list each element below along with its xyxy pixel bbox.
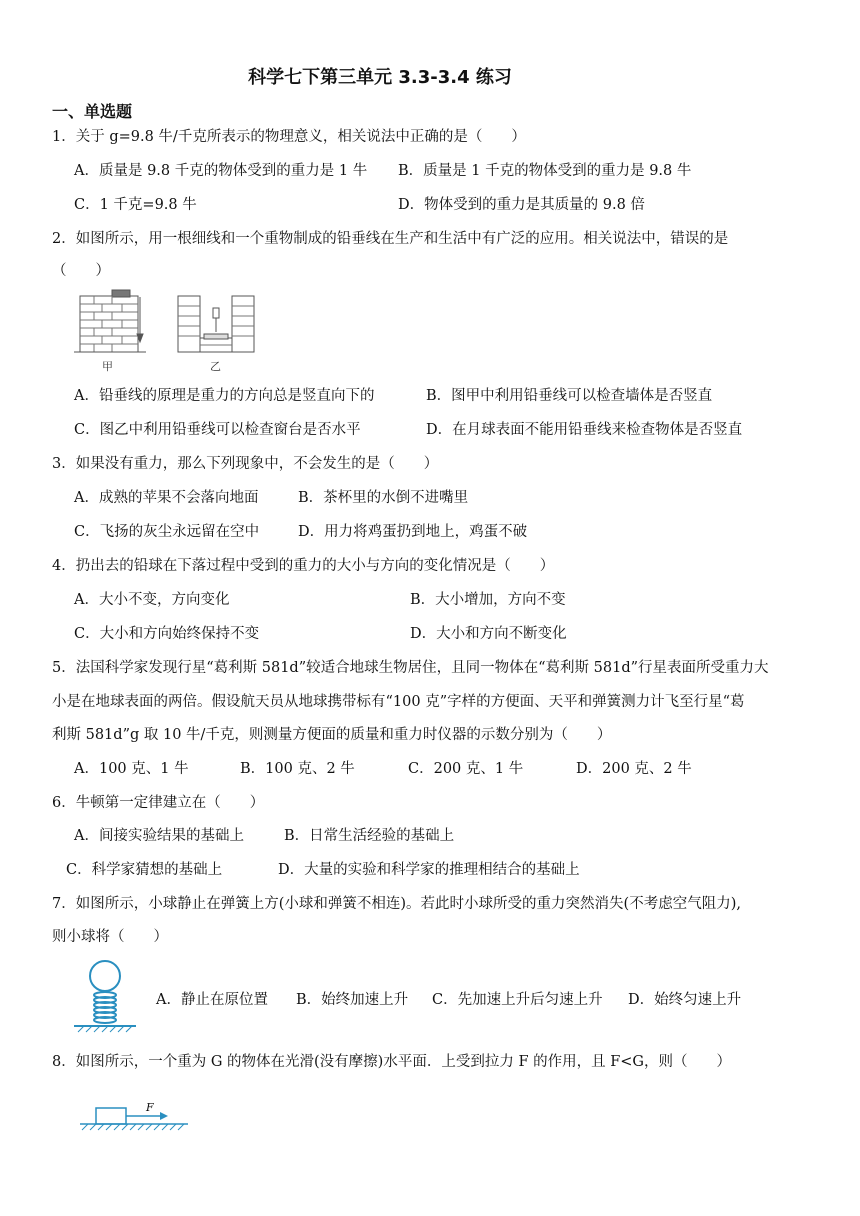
question-1-option-b[interactable]: B．质量是 1 千克的物体受到的重力是 9.8 牛: [398, 163, 692, 179]
question-5-option-c[interactable]: C．200 克、1 牛: [408, 761, 524, 777]
question-5-option-d[interactable]: D．200 克、2 牛: [576, 761, 692, 777]
question-7-stem: 7．如图所示，小球静止在弹簧上方(小球和弹簧不相连)。若此时小球所受的重力突然消失(不考虑空气阻力),: [52, 896, 741, 912]
section-heading: 一、单选题: [52, 102, 133, 121]
question-5-option-b[interactable]: B．100 克、2 牛: [240, 761, 355, 777]
question-3-stem: 3．如果没有重力，那么下列现象中，不会发生的是（ ）: [52, 456, 439, 472]
question-5-stem: 5．法国科学家发现行星“葛利斯 581d”较适合地球生物居住，且同一物体在“葛利斯 581d”行星表面所受重力大: [52, 660, 769, 676]
question-4-option-b[interactable]: B．大小增加，方向不变: [410, 592, 566, 608]
question-7-option-d[interactable]: D．始终匀速上升: [628, 992, 742, 1008]
question-7-option-a[interactable]: A．静止在原位置: [156, 992, 268, 1008]
question-1-stem: 1．关于 g=9.8 牛/千克所表示的物理意义，相关说法中正确的是（ ）: [52, 129, 526, 145]
question-2-option-c[interactable]: C．图乙中利用铅垂线可以检查窗台是否水平: [74, 422, 361, 438]
question-2-option-a[interactable]: A．铅垂线的原理是重力的方向总是竖直向下的: [74, 388, 375, 404]
question-4-option-d[interactable]: D．大小和方向不断变化: [410, 626, 567, 642]
question-2-stem-cont: （ ）: [52, 263, 110, 279]
question-7-stem-cont: 则小球将（ ）: [52, 929, 168, 945]
question-5-option-a[interactable]: A．100 克、1 牛: [74, 761, 189, 777]
question-8-stem: 8．如图所示，一个重为 G 的物体在光滑(没有摩擦)水平面．上受到拉力 F 的作用，且 F<G，则（ ）: [52, 1054, 732, 1070]
page-title: 科学七下第三单元 3.3-3.4 练习: [248, 67, 512, 88]
question-4-stem: 4．扔出去的铅球在下落过程中受到的重力的大小与方向的变化情况是（ ）: [52, 558, 555, 574]
question-3-option-a[interactable]: A．成熟的苹果不会落向地面: [74, 490, 259, 506]
question-5-stem-cont-2: 利斯 581d”g 取 10 牛/千克，则测量方便面的质量和重力时仪器的示数分别为（ ）: [52, 727, 612, 743]
question-2-option-d[interactable]: D．在月球表面不能用铅垂线来检查物体是否竖直: [426, 422, 743, 438]
figure-label-jia: 甲: [102, 360, 113, 373]
question-1-option-a[interactable]: A．质量是 9.8 千克的物体受到的重力是 1 牛: [74, 163, 368, 179]
question-6-option-b[interactable]: B．日常生活经验的基础上: [284, 828, 455, 844]
spring-ball-figure: [72, 958, 138, 1034]
figure-label-yi: 乙: [210, 360, 221, 373]
question-3-option-d[interactable]: D．用力将鸡蛋扔到地上，鸡蛋不破: [298, 524, 528, 540]
block-force-figure: [76, 1096, 192, 1136]
question-5-stem-cont-1: 小是在地球表面的两倍。假设航天员从地球携带标有“100 克”字样的方便面、天平和弹簧测力计飞至行星“葛: [52, 694, 745, 710]
question-6-option-c[interactable]: C．科学家猜想的基础上: [66, 862, 223, 878]
question-3-option-b[interactable]: B．茶杯里的水倒不进嘴里: [298, 490, 469, 506]
question-6-stem: 6．牛顿第一定律建立在（ ）: [52, 795, 265, 811]
question-1-option-d[interactable]: D．物体受到的重力是其质量的 9.8 倍: [398, 197, 645, 213]
question-4-option-c[interactable]: C．大小和方向始终保持不变: [74, 626, 260, 642]
plumb-line-figure: [72, 288, 262, 374]
question-7-option-b[interactable]: B．始终加速上升: [296, 992, 409, 1008]
question-6-option-a[interactable]: A．间接实验结果的基础上: [74, 828, 244, 844]
question-4-option-a[interactable]: A．大小不变，方向变化: [74, 592, 230, 608]
force-label-f: F: [146, 1101, 154, 1114]
question-2-option-b[interactable]: B．图甲中利用铅垂线可以检查墙体是否竖直: [426, 388, 713, 404]
question-2-stem: 2．如图所示，用一根细线和一个重物制成的铅垂线在生产和生活中有广泛的应用。相关说法中，错误的是: [52, 231, 729, 247]
question-7-option-c[interactable]: C．先加速上升后匀速上升: [432, 992, 603, 1008]
question-6-option-d[interactable]: D．大量的实验和科学家的推理相结合的基础上: [278, 862, 580, 878]
question-3-option-c[interactable]: C．飞扬的灰尘永远留在空中: [74, 524, 260, 540]
question-1-option-c[interactable]: C．1 千克=9.8 牛: [74, 197, 197, 213]
